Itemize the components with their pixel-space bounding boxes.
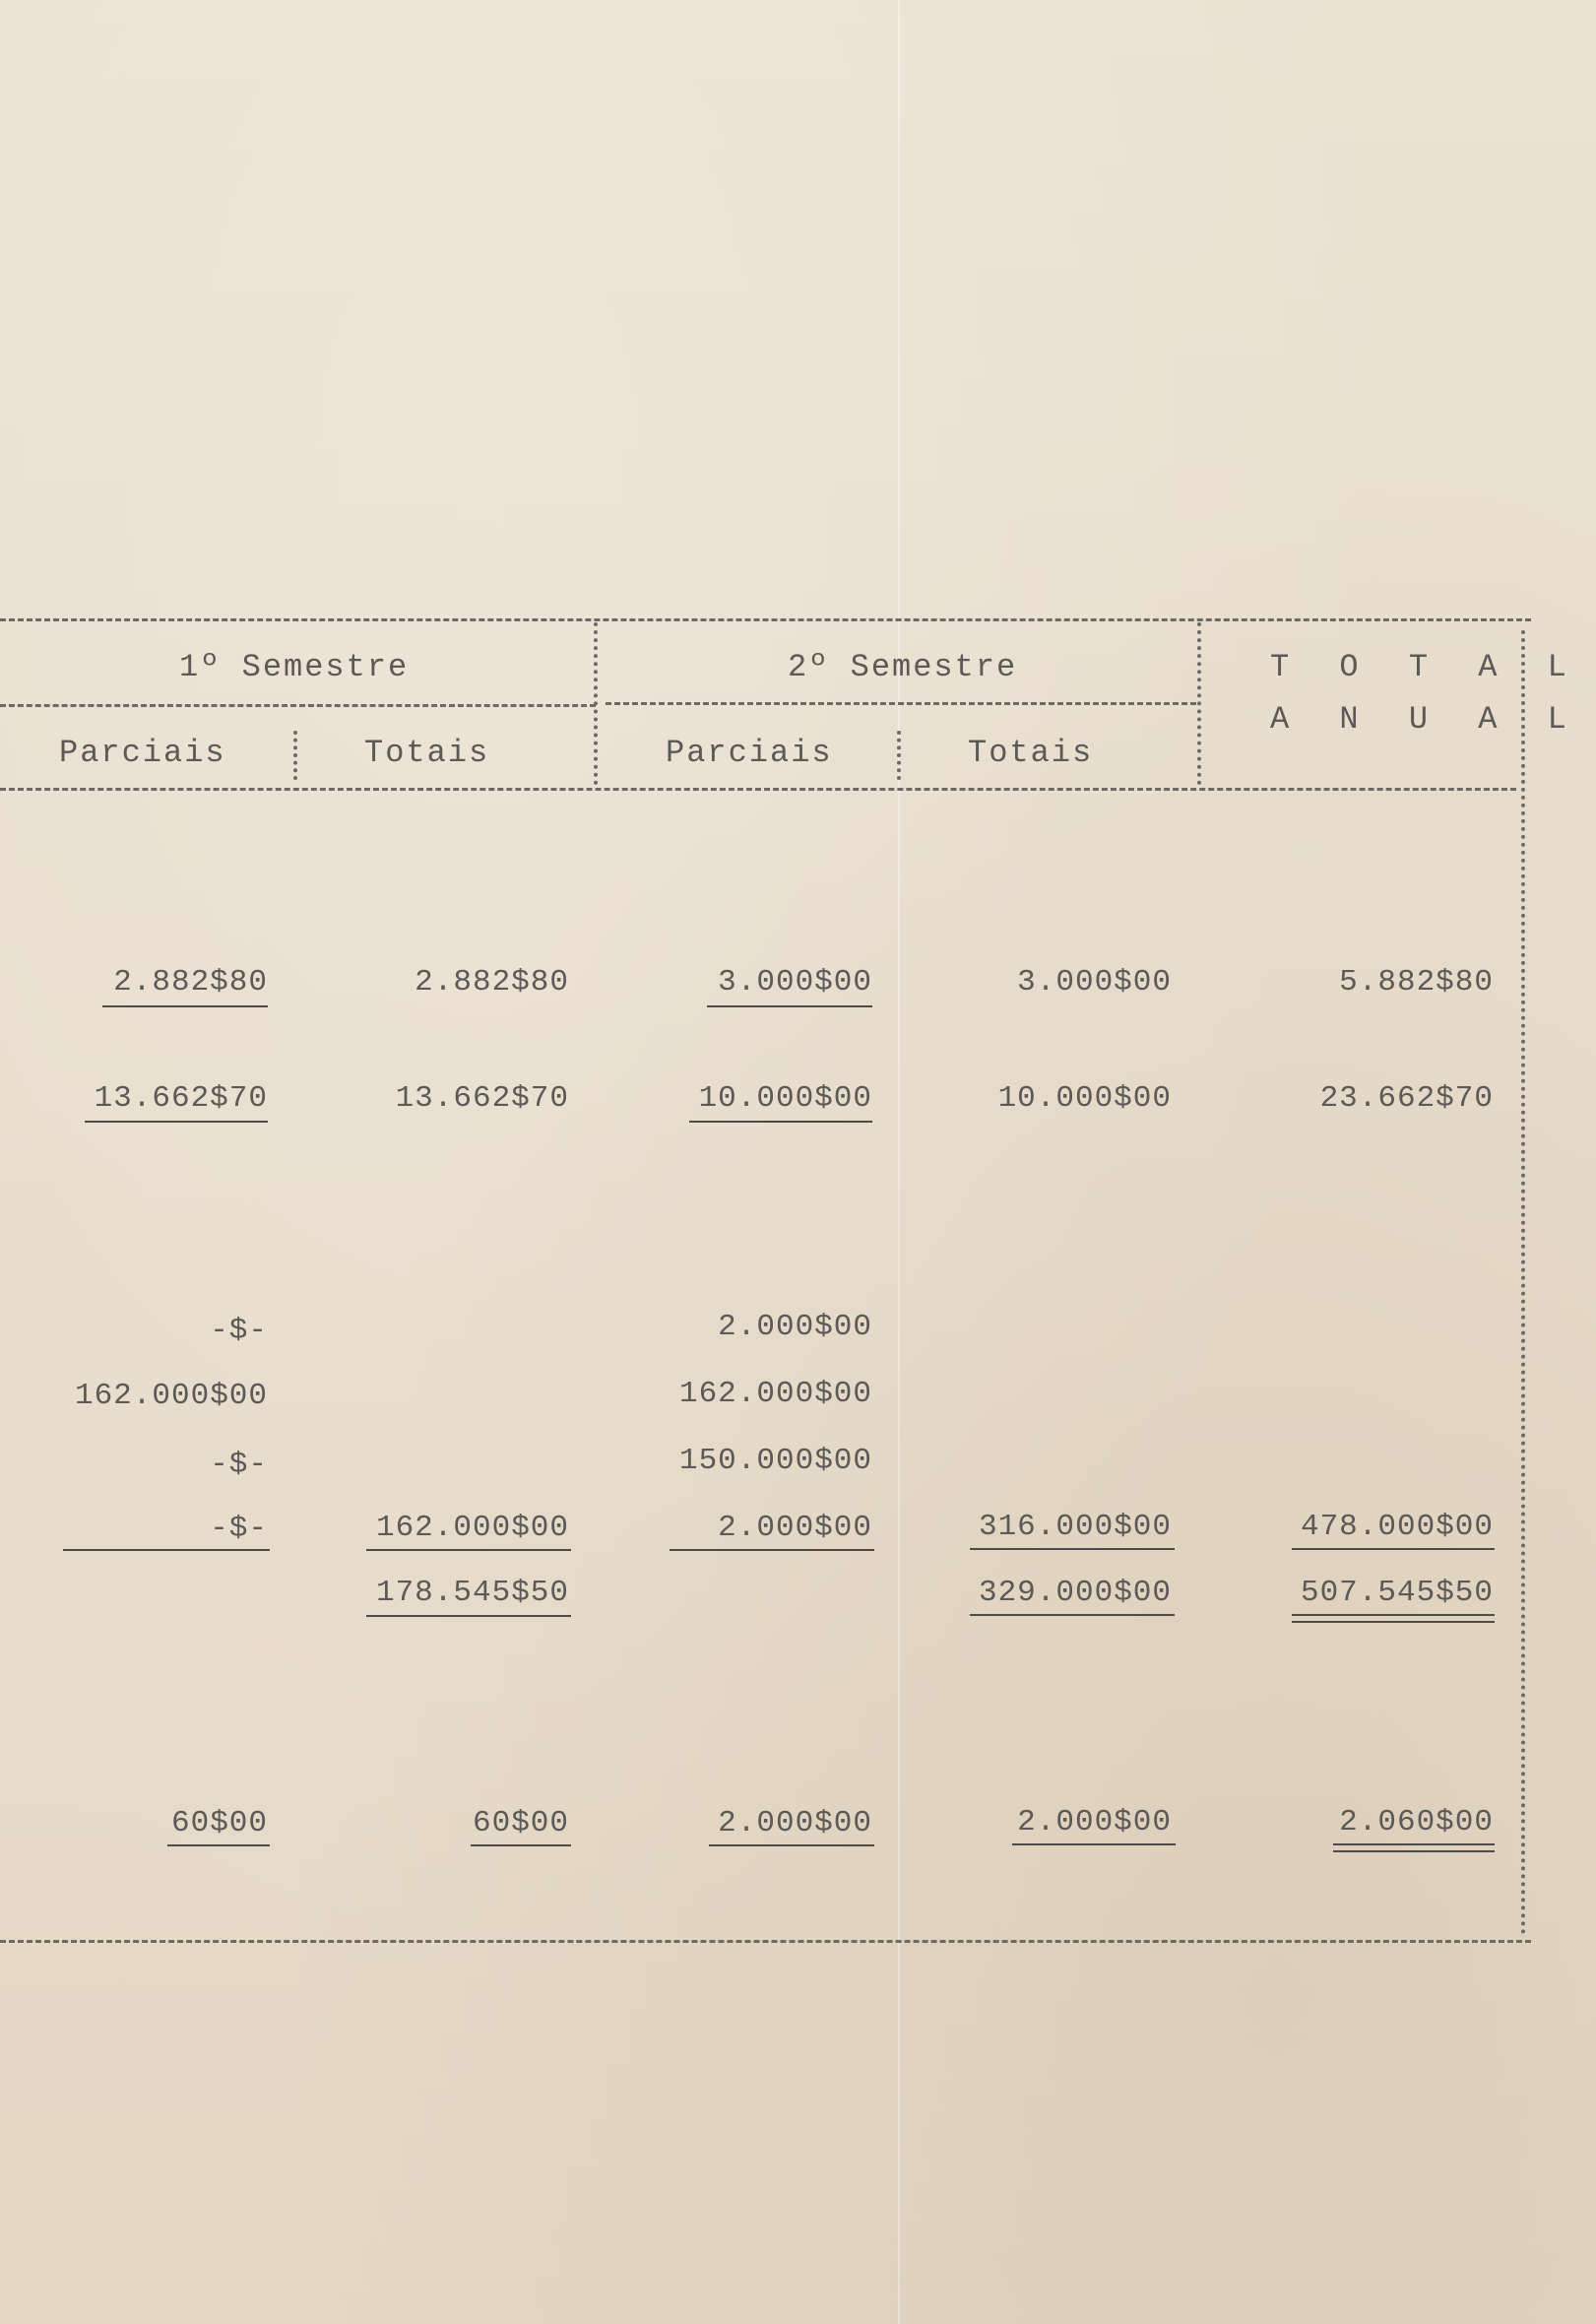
row3-s1-parciais: -$- <box>210 1314 268 1348</box>
header-s1-totais: Totais <box>364 735 490 771</box>
header-semester2: 2º Semestre <box>788 649 1018 685</box>
separator-right-edge <box>1521 630 1525 1935</box>
row1-s2-totais: 3.000$00 <box>1017 965 1172 1000</box>
row4-s2-parciais: 162.000$00 <box>678 1377 872 1411</box>
separator-semesters <box>594 622 598 785</box>
row6-s1-totais: 162.000$00 <box>375 1511 569 1545</box>
row6-s1-parciais: -$- <box>210 1512 268 1546</box>
row2-s2-parciais: 10.000$00 <box>698 1081 872 1116</box>
row8-total-anual: 2.060$00 <box>1339 1805 1494 1840</box>
row7-s2-totais: 329.000$00 <box>978 1576 1172 1610</box>
row5-s1-parciais: -$- <box>210 1448 268 1482</box>
row8-s2-totais-underline <box>1012 1843 1176 1845</box>
header-total-line2: A N U A L <box>1270 701 1582 738</box>
row8-total-anual-double-underline <box>1333 1843 1495 1852</box>
row3-s2-parciais: 2.000$00 <box>718 1310 872 1344</box>
row7-s1-totais-underline <box>366 1615 571 1617</box>
header-s2-totais: Totais <box>968 735 1094 771</box>
row6-total-anual: 478.000$00 <box>1300 1510 1494 1544</box>
header-bottom-rule <box>0 788 1516 791</box>
header-semester1: 1º Semestre <box>179 649 410 685</box>
row7-total-anual: 507.545$50 <box>1300 1576 1494 1610</box>
row1-s2-parciais: 3.000$00 <box>718 965 872 1000</box>
row8-s2-parciais-underline <box>709 1844 874 1846</box>
paper-fold <box>898 0 900 2324</box>
row1-s1-totais: 2.882$80 <box>415 965 569 1000</box>
header-s2-parciais: Parciais <box>666 735 833 771</box>
header-mid-rule-middle <box>606 702 1196 705</box>
row8-s1-totais: 60$00 <box>472 1806 569 1840</box>
row6-s2-totais-underline <box>970 1548 1175 1550</box>
row6-s2-parciais-underline <box>670 1549 874 1551</box>
separator-s1-parciais-totais <box>293 731 297 780</box>
row8-s1-totais-underline <box>471 1844 571 1846</box>
row6-s2-totais: 316.000$00 <box>978 1510 1172 1544</box>
row8-s1-parciais: 60$00 <box>170 1806 268 1840</box>
row2-s1-parciais-underline <box>85 1121 268 1123</box>
row2-s1-totais: 13.662$70 <box>395 1081 569 1116</box>
row1-s1-parciais-underline <box>102 1005 268 1007</box>
row7-s1-totais: 178.545$50 <box>375 1576 569 1610</box>
header-s1-parciais: Parciais <box>59 735 226 771</box>
header-total-line1: T O T A L <box>1270 649 1582 685</box>
row6-s2-parciais: 2.000$00 <box>718 1511 872 1545</box>
row2-total-anual: 23.662$70 <box>1319 1081 1494 1116</box>
row1-total-anual: 5.882$80 <box>1339 965 1494 1000</box>
row1-s1-parciais: 2.882$80 <box>113 965 268 1000</box>
row5-s2-parciais: 150.000$00 <box>678 1444 872 1478</box>
table-bottom-rule <box>0 1940 1531 1943</box>
row6-total-anual-underline <box>1292 1548 1495 1550</box>
row2-s1-parciais: 13.662$70 <box>94 1081 268 1116</box>
row4-s1-parciais: 162.000$00 <box>74 1379 268 1413</box>
table-top-rule <box>0 618 1531 621</box>
row8-s1-parciais-underline <box>167 1844 270 1846</box>
row1-s2-parciais-underline <box>707 1005 872 1007</box>
separator-s2-parciais-totais <box>897 731 901 780</box>
row7-total-anual-double-underline <box>1292 1614 1495 1623</box>
header-mid-rule-left <box>0 704 596 707</box>
row6-s1-totais-underline <box>366 1549 571 1551</box>
separator-total <box>1197 622 1201 785</box>
row2-s2-totais: 10.000$00 <box>997 1081 1172 1116</box>
row8-s2-totais: 2.000$00 <box>1017 1805 1172 1840</box>
row2-s2-parciais-underline <box>689 1121 872 1123</box>
row7-s2-totais-underline <box>970 1614 1175 1616</box>
row8-s2-parciais: 2.000$00 <box>718 1806 872 1840</box>
row6-s1-parciais-underline <box>63 1549 270 1551</box>
